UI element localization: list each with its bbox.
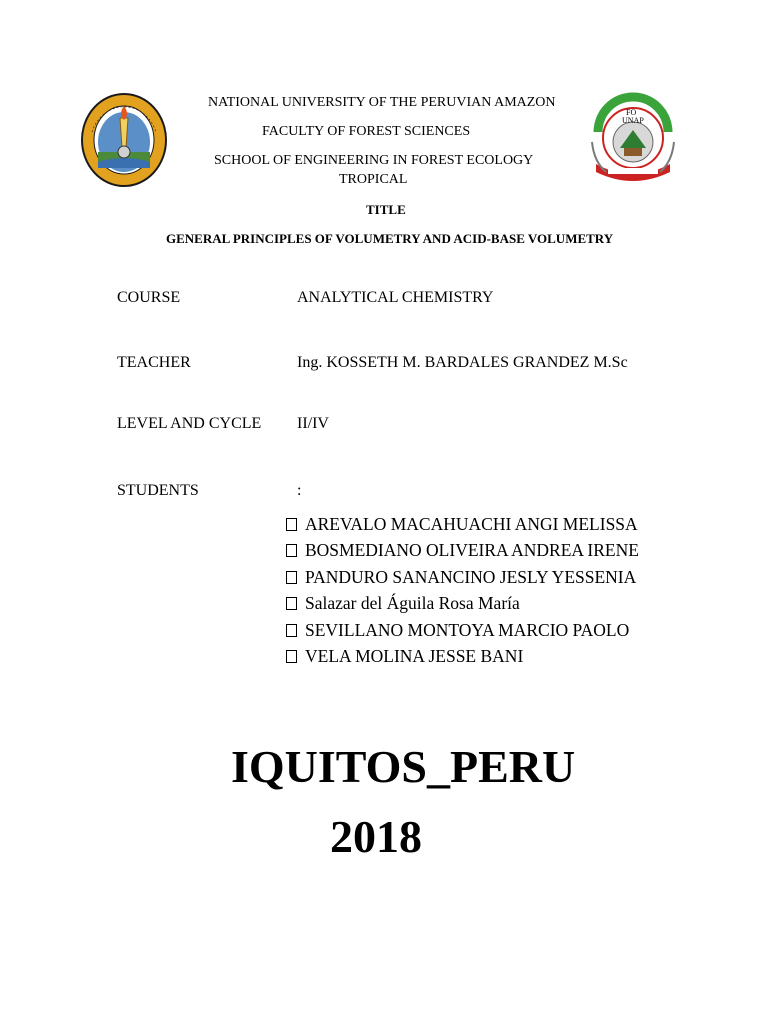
- teacher-label: TEACHER: [117, 354, 191, 371]
- unap-seal-logo: [80, 92, 168, 188]
- checkbox-icon: [286, 571, 297, 584]
- checkbox-icon: [286, 624, 297, 637]
- student-item: [286, 593, 520, 614]
- checkbox-icon: [286, 544, 297, 557]
- student-item: [286, 620, 629, 641]
- city-country: IQUITOS_PERU: [231, 741, 576, 792]
- faculty-name: FACULTY OF FOREST SCIENCES: [262, 124, 471, 139]
- student-name: AREVALO MACAHUACHI ANGI MELISSA: [305, 514, 638, 534]
- student-name: SEVILLANO MONTOYA MARCIO PAOLO: [305, 620, 630, 640]
- logo-center-text-2: UNAP: [622, 116, 644, 125]
- document-title: GENERAL PRINCIPLES OF VOLUMETRY AND ACID-BASE VOLUMETRY: [166, 231, 614, 246]
- school-name-line1: SCHOOL OF ENGINEERING IN FOREST ECOLOGY: [214, 153, 534, 168]
- school-name-line2: TROPICAL: [339, 172, 408, 187]
- student-item: [286, 540, 639, 561]
- students-colon: :: [297, 482, 302, 499]
- student-item: [286, 514, 638, 535]
- year: 2018: [330, 811, 422, 862]
- forest-sciences-logo: [588, 92, 678, 188]
- level-value: II/IV: [297, 415, 329, 432]
- course-value: ANALYTICAL CHEMISTRY: [297, 289, 494, 306]
- student-item: [286, 567, 636, 588]
- student-name: Salazar del Águila Rosa María: [305, 593, 520, 613]
- course-label: COURSE: [117, 289, 181, 306]
- student-name: BOSMEDIANO OLIVEIRA ANDREA IRENE: [305, 540, 639, 560]
- checkbox-icon: [286, 518, 297, 531]
- level-label: LEVEL AND CYCLE: [117, 415, 262, 432]
- university-name: NATIONAL UNIVERSITY OF THE PERUVIAN AMAZON: [208, 95, 556, 110]
- checkbox-icon: [286, 650, 297, 663]
- student-name: PANDURO SANANCINO JESLY YESSENIA: [305, 567, 637, 587]
- student-item: [286, 646, 523, 667]
- teacher-value: Ing. KOSSETH M. BARDALES GRANDEZ M.Sc: [297, 354, 628, 371]
- checkbox-icon: [286, 597, 297, 610]
- logo-center-text-1: FO: [626, 108, 637, 117]
- student-name: VELA MOLINA JESSE BANI: [305, 646, 524, 666]
- students-label: STUDENTS: [117, 482, 199, 499]
- title-label: TITLE: [366, 202, 406, 217]
